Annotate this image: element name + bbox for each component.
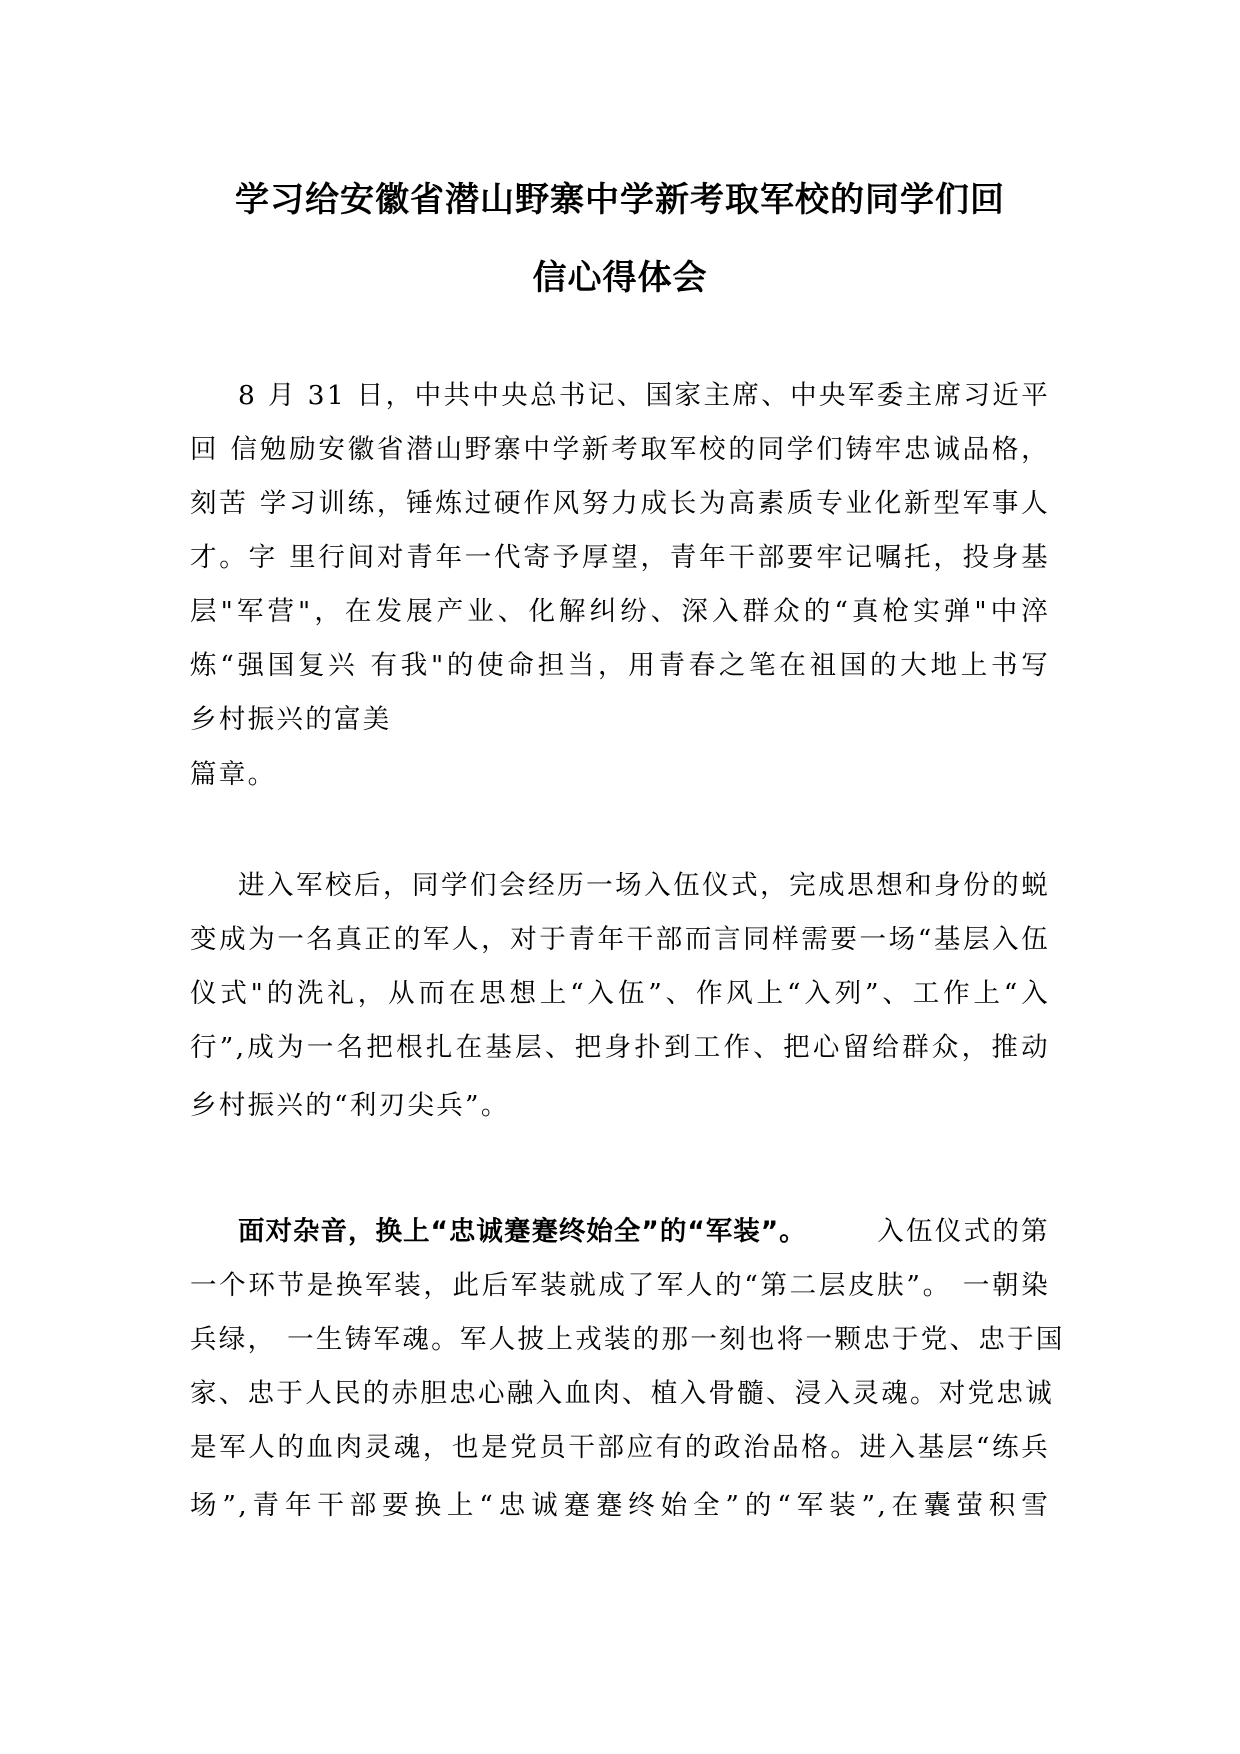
paragraph-3-line-6: 场”,青年干部要换上“忠诚蹇蹇终始全”的“军装”,在囊萤积雪: [190, 1490, 1050, 1521]
paragraph-3-line-1: [238, 1214, 1050, 1250]
paragraph-1-line-8: 篇章。: [190, 759, 277, 790]
paragraph-3-line-3: 兵绿， 一生铸军魂。军人披上戎装的那一刻也将一颗忠于党、忠于国: [190, 1324, 1065, 1355]
paragraph-1-line-6: 炼“强国复兴 有我"的使命担当，用青春之笔在祖国的大地上书写: [190, 650, 1050, 681]
paragraph-2-line-1: 进入军校后，同学们会经历一场入伍仪式，完成思想和身份的蜕: [238, 870, 1050, 901]
paragraph-3-line-1-rest: 入伍仪式的第: [877, 1216, 1050, 1247]
paragraph-1-line-5: 层"军营"，在发展产业、化解纠纷、深入群众的“真枪实弹"中淬: [190, 596, 1050, 627]
paragraph-2-line-2: 变成为一名真正的军人，对于青年干部而言同样需要一场“基层入伍: [190, 924, 1050, 955]
document-title-line-1: 学习给安徽省潜山野寨中学新考取军校的同学们回: [235, 180, 1005, 220]
paragraph-3-line-2: 一个环节是换军装，此后军装就成了军人的“第二层皮肤”。 一朝染: [190, 1270, 1050, 1301]
paragraph-1-line-4: 才。字 里行间对青年一代寄予厚望，青年干部要牢记嘱托，投身基: [190, 542, 1050, 573]
paragraph-2-line-5: 乡村振兴的“利刃尖兵”。: [190, 1090, 510, 1121]
paragraph-1-line-3: 刻苦 学习训练，锤炼过硬作风努力成长为高素质专业化新型军事人: [190, 488, 1050, 519]
paragraph-3-heading: 面对杂音，换上“忠诚蹇蹇终始全”的“军装”。: [238, 1216, 807, 1247]
paragraph-2-line-3: 仪式"的洗礼，从而在思想上“入伍”、作风上“入列”、工作上“入: [190, 978, 1050, 1009]
paragraph-2-line-4: 行”,成为一名把根扎在基层、把身扑到工作、把心留给群众，推动: [190, 1032, 1050, 1063]
paragraph-3-line-5: 是军人的血肉灵魂，也是党员干部应有的政治品格。进入基层“练兵: [190, 1432, 1050, 1463]
paragraph-1-line-1: 8 月 31 日，中共中央总书记、国家主席、中央军委主席习近平: [238, 380, 1050, 411]
document-title-line-2: 信心得体会: [532, 258, 708, 298]
paragraph-1-line-7: 乡村振兴的富美: [190, 704, 392, 735]
paragraph-1-line-2: 回 信勉励安徽省潜山野寨中学新考取军校的同学们铸牢忠诚品格，: [190, 434, 1050, 465]
paragraph-3-line-4: 家、忠于人民的赤胆忠心融入血肉、植入骨髓、浸入灵魂。对党忠诚: [190, 1378, 1054, 1409]
